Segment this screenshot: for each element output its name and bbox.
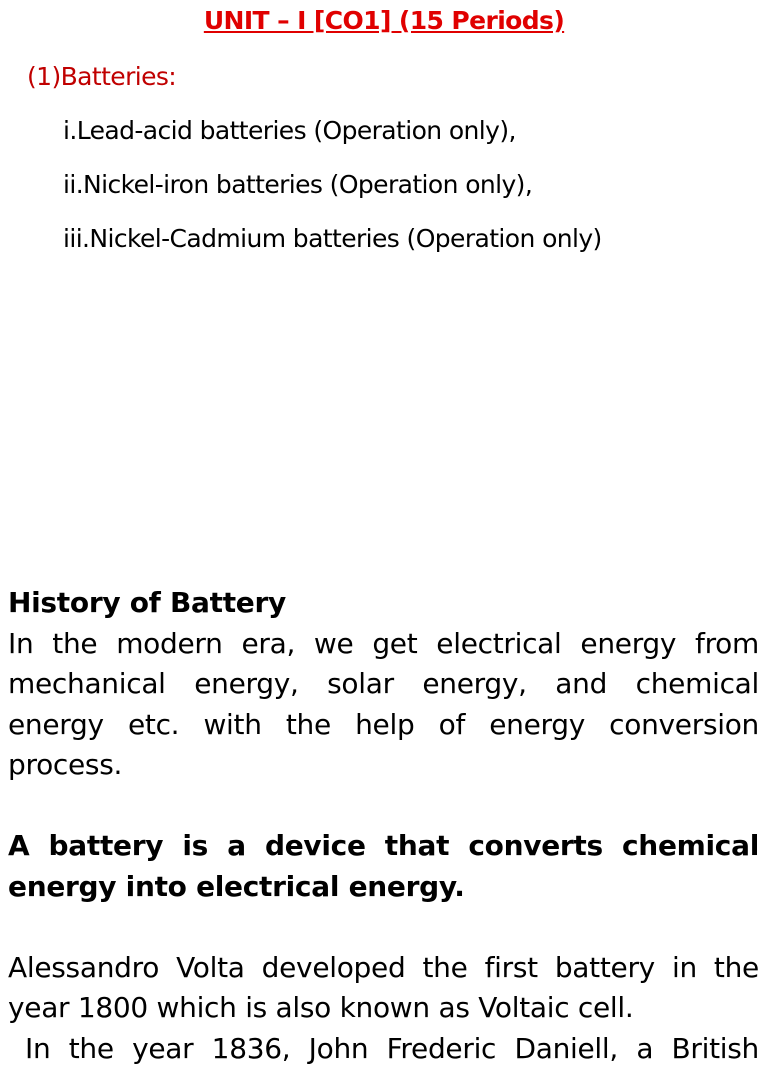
topic-item-3: iii.Nickel-Cadmium batteries (Operation only) bbox=[63, 224, 602, 253]
topic-item-1: i.Lead-acid batteries (Operation only), bbox=[63, 116, 516, 145]
section-heading: (1)Batteries: bbox=[27, 62, 176, 91]
blank-line bbox=[8, 907, 759, 948]
history-paragraph-3: In the year 1836, John Frederic Daniell, a British bbox=[8, 1029, 759, 1069]
history-paragraph-2: Alessandro Volta developed the first battery in the year 1800 which is also known as Voltaic cell. bbox=[8, 948, 759, 1029]
battery-definition: A battery is a device that converts chemical energy into electrical energy. bbox=[8, 826, 759, 907]
blank-line bbox=[8, 786, 759, 827]
history-section bbox=[8, 583, 759, 1069]
history-paragraph-1: In the modern era, we get electrical energy from mechanical energy, solar energy, and chemical energy etc. with the help of energy conversion process. bbox=[8, 624, 759, 786]
unit-title: UNIT – I [CO1] (15 Periods) bbox=[0, 6, 768, 35]
history-heading: History of Battery bbox=[8, 583, 759, 624]
topic-item-2: ii.Nickel-iron batteries (Operation only), bbox=[63, 170, 532, 199]
